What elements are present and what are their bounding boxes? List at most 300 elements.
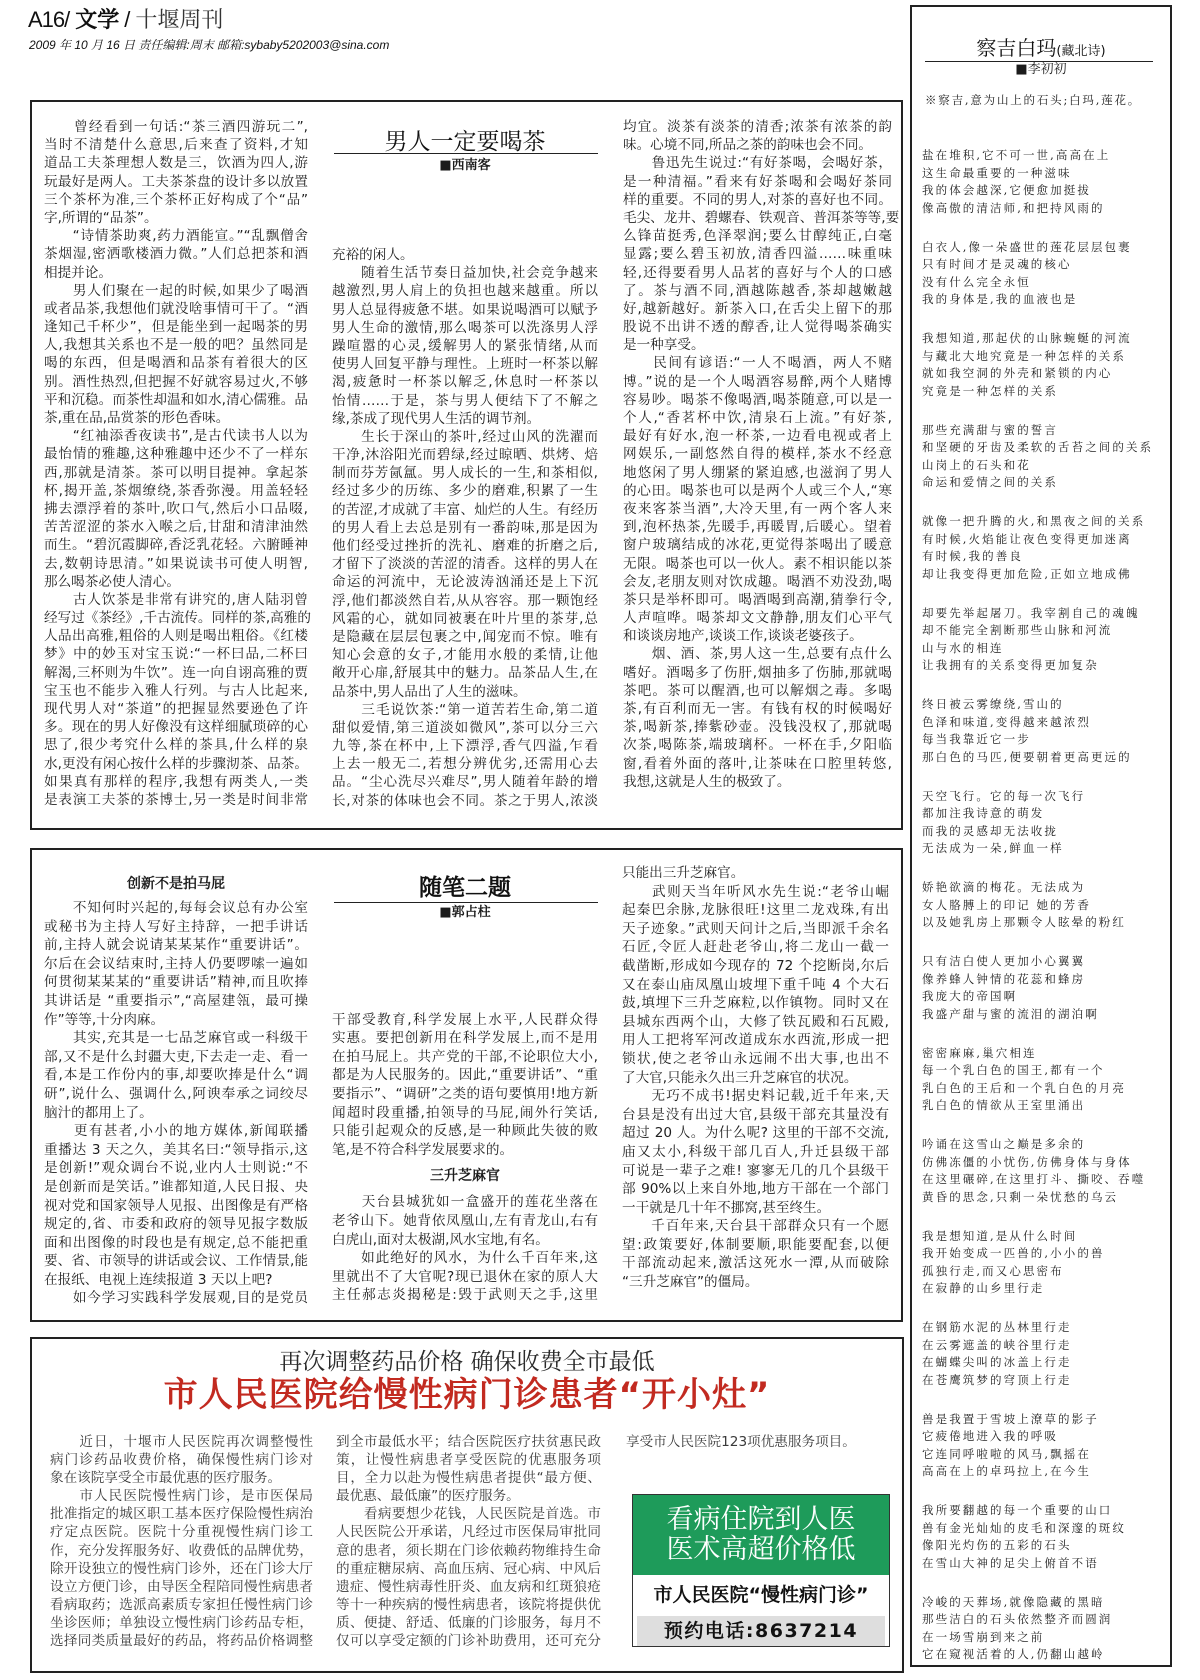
text-line: 如此绝好的风水，为什么千百年来,这 [332, 1250, 598, 1267]
text-line: 地悠闲了男人绷紧的紧迫感,也滋润了男人 [623, 464, 892, 481]
text-line: 拂去漂浮着的茶叶,吹口气,然后小口品啜, [44, 500, 308, 517]
text-line: “诗情茶助爽,药力酒能宣。”“乱飘僧舍 [44, 228, 308, 245]
text-line: 均宜。淡茶有淡茶的清香;浓茶有浓茶的韵 [623, 119, 892, 135]
text-line: 更有甚者,小小的地方媒体,新闻联播 [44, 1123, 308, 1140]
text-line: 脑汁的都用上了。 [44, 1104, 153, 1121]
text-line: 如果真有那样的程序,我想有两类人,一类 [44, 773, 308, 790]
text-line: 怡情……于是，茶与男人便结下了不解之 [332, 392, 598, 409]
text-line: 病门诊药品收费价格，确保慢性病门诊对 [50, 1452, 313, 1469]
text-line: 目，全力以赴为慢性病患者提供“最方便、 [336, 1470, 601, 1487]
text-line: 尔后在会议结束时,主持人仍要啰嗦一遍如 [44, 955, 308, 972]
poem-line: 每当我靠近它一步 [922, 732, 1031, 746]
text-line: 面和出图像的时段也是有规定,总不能把重 [44, 1234, 308, 1251]
text-line: 茶,喝新茶,捧紫砂壶。没钱没权了,那就喝 [623, 719, 892, 736]
subheading: 创新不是拍马屁 [127, 876, 225, 892]
text-line: 千百年来,天台县干部群众只有一个愿 [622, 1218, 889, 1235]
text-line: 干部受教育,科学发展上水平,人民群众得 [332, 1011, 598, 1028]
text-line: 喝的东西，但是喝酒和品茶有着很大的区 [44, 355, 308, 372]
text-line: 个人,“香茗杯中饮,清泉石上流。”有好茶, [623, 410, 892, 426]
text-line: 的男人看上去总是别有一番韵味,那是因为 [332, 519, 598, 536]
text-line: 白虎山,面对太极湖,风水宝地,有名。 [332, 1231, 549, 1248]
text-line: 如今学习实践科学发展观,目的是党员 [44, 1290, 308, 1307]
text-line: 窗,看着外面的落叶,让茶味在口腔里转悠, [623, 755, 892, 772]
text-line: 使男人回复平静与理性。上班时一杯茶以解 [332, 356, 598, 373]
poem-line: 在苍鹰筑梦的穹顶上行走 [922, 1372, 1072, 1387]
text-line: 西,那就是清茶。茶可以明目提神。拿起茶 [44, 464, 308, 481]
text-line: 天子迹象。”武则天问计之后,当即派千余名 [622, 920, 889, 937]
text-line: 渴,疲惫时一杯茶以解乏,休息时一杯茶以 [332, 374, 598, 391]
poem-line: 女人胳膊上的印记 她的芳香 [922, 897, 1091, 912]
text-line: 质、便捷、舒适、低廉的门诊服务，每月不 [336, 1614, 601, 1631]
poem-line: 像养蜂人钟情的花蕊和蜂房 [922, 971, 1086, 986]
text-line: 其讲话是 “重要指示”,“高屋建瓴，最可操 [44, 992, 308, 1009]
poem-line: 乳白色的王后和一个乳白色的月亮 [922, 1080, 1126, 1095]
text-line: 闻超时段重播,拍领导的马屁,闹外行笑话, [332, 1104, 598, 1121]
text-line: 武则天当年听风水先生说:“老爷山崛 [622, 883, 889, 900]
text-line: 仅可以享受定额的门诊补助费用，还可充分 [336, 1633, 601, 1650]
text-line: 只能出三升芝麻官。 [622, 865, 745, 881]
text-line: 茶只是举杯即可。喝酒喝到高潮,猜拳行令, [623, 591, 892, 608]
poem-line: 我开始变成一匹兽的,小小的兽 [922, 1246, 1105, 1260]
text-line: 干部流动起来,激活这死水一潭,从而破除 [622, 1255, 889, 1272]
text-line: 敞开心扉,舒展其中的魅力。品茶品人生,在 [332, 665, 598, 682]
text-line: 民间有谚语:“一人不喝酒，两人不赌 [623, 355, 892, 372]
text-line: 好,越新越好。新茶入口,在舌尖上留下的那 [623, 300, 892, 317]
poem-line: 却不能完全割断那些山脉和河流 [922, 623, 1113, 637]
text-line: 品。“尘心洗尽兴难尽”,男人随着年龄的增 [332, 774, 598, 791]
text-line: 看病要想少花钱，人民医院是首选。市 [336, 1506, 601, 1523]
article-column [622, 864, 889, 1292]
poem-line: 它连同呼啦啦的风马,飘摇在 [922, 1446, 1091, 1461]
article-column [44, 869, 308, 1308]
stanza [922, 696, 1167, 766]
text-line: 茶吧。茶可以醒酒,也可以解烟之毒。多喝 [623, 682, 892, 699]
text-line: 视对党和国家领导人见报、出图像是有严格 [44, 1197, 308, 1214]
stanza [922, 788, 1167, 858]
text-line: 除开设独立的慢性病门诊外，还在门诊大厅 [50, 1560, 313, 1577]
page-number: A16/ [28, 7, 70, 32]
subheading: 三升芝麻官 [430, 1168, 500, 1185]
promo-slogan [633, 1495, 889, 1575]
text-line: 干净,沐浴阳光而碧绿,经过晾晒、烘烤、焙 [332, 447, 598, 464]
text-line: 作”等等,十分肉麻。 [44, 1011, 165, 1028]
text-line: 长,对茶的体味也会不同。茶之于男人,浓淡 [332, 792, 598, 809]
text-line: 平和沉稳。而茶性却温和如水,清心儒雅。品 [44, 391, 308, 408]
text-line: 庙又太小,科级干部几百人,升迁县级干部 [622, 1143, 889, 1160]
poem-line: 只有洁白使人更加小心翼翼 [922, 954, 1086, 968]
poem-title [912, 35, 1170, 62]
text-line: “红袖添香夜读书”,是古代读书人以为 [44, 428, 308, 445]
text-line: 疗定点医院。医院十分重视慢性病门诊工 [50, 1524, 313, 1541]
stanza [922, 1228, 1167, 1298]
article-column [623, 118, 900, 791]
poem-line: 冷峻的天葬场,就像隐藏的黑暗 [922, 1594, 1105, 1609]
poem-line: 以及她乳房上那颗令人眩晕的粉红 [922, 915, 1126, 929]
text-line: 石匠,令匠人赶赴老爷山,将二龙山一截一 [622, 939, 889, 956]
stanza [922, 1502, 1167, 1572]
text-line: 人民医院公开承诺，凡经过市医保局审批同 [336, 1524, 601, 1541]
poem-line: 让我拥有的关系变得更加复杂 [922, 658, 1099, 672]
text-line: 用人工把将军河改道成东水西流,形成一把 [622, 1032, 889, 1049]
text-line: 笔,是不符合科学发展要求的。 [332, 1141, 514, 1158]
text-line: 无限。喝茶也可以一伙人。素不相识能以茶 [623, 555, 892, 572]
poem-line: 却让我变得更加危险,正如立地成佛 [922, 566, 1132, 581]
text-line: 遗症、慢性病毒性肝炎、血友病和红斑狼疮 [336, 1578, 601, 1595]
article-column [44, 118, 311, 809]
text-line: “三升芝麻官”的僵局。 [622, 1274, 759, 1291]
text-line: 知心会意的女子,才能用水般的柔情,让他 [332, 647, 598, 664]
text-line: 去,数朝诗思清。”如果说读书可使人明智, [44, 555, 308, 572]
text-line: 的苦涩,才成就了丰富、灿烂的人生。有经历 [332, 501, 598, 518]
title-rule [334, 902, 598, 903]
poem-line: 乳白色的情欲从王室里涌出 [922, 1098, 1086, 1112]
text-line: 象在该院享受全市最优惠的医疗服务。 [50, 1470, 282, 1487]
text-line: 或秘书为主持人写好主持辞，一把手讲话 [44, 918, 308, 935]
text-line: 男人们聚在一起的时候,如果少了喝酒 [44, 282, 308, 299]
text-line: 重播达 3 天之久，美其名曰:“领导指示,这 [44, 1141, 308, 1158]
poem-line: 我的身体是,我的血液也是 [922, 292, 1078, 306]
article-title: 随笔二题 [419, 875, 511, 901]
text-line: 网娱乐,一副悠然自得的模样,茶水不经意 [623, 446, 892, 463]
text-line: 水,更没有闲心按什么样的步骤沏茶、品茶。 [44, 755, 308, 772]
text-line: 上去一般无二,若想分辨优劣,还需用心去 [332, 756, 598, 773]
poem-line: 盐在堆积,它不可一世,高高在上 [922, 148, 1111, 162]
poem-line: 我盛产甜与蜜的流泪的湖泊啊 [922, 1006, 1099, 1021]
text-line: 茶,重在品,品赏茶的形色香味。 [44, 410, 230, 426]
text-line: 可说是一辈子之难! 寥寥无几的几个县级干 [622, 1162, 889, 1179]
poem-line: 在云雾遮盖的峡谷里行走 [922, 1337, 1072, 1352]
poem-line: 有时候,我的善良 [922, 549, 1023, 563]
text-line: 解渴,三杯则为牛饮”。连一向自诩高雅的贾 [44, 664, 308, 681]
poem-line: 像阳光灼伤的五彩的石头 [922, 1538, 1072, 1552]
poem-line: 天空飞行。它的每一次飞行 [922, 788, 1086, 803]
text-line: 玩最好是两人。工夫茶茶盘的设计多以放置 [44, 173, 308, 190]
text-line: 那么喝茶必使人清心。 [44, 573, 180, 590]
text-line: 了大官,只能永久出三升芝麻官的状况。 [622, 1069, 858, 1086]
stanza [922, 605, 1167, 675]
poem-subtitle: (藏北诗) [1056, 44, 1106, 59]
text-line: 苦苦涩涩的茶水入喉之后,甘甜和清津油然 [44, 519, 308, 536]
text-line: 味。心境不同,所品之茶的韵味也会不同。 [623, 137, 873, 154]
poem-line: 在寂静的山乡里行走 [922, 1281, 1045, 1295]
poem-line: 山岗上的石头和花 [922, 457, 1031, 472]
text-line: 意的患者，须长期在门诊依赖药物维持生命 [336, 1542, 601, 1559]
text-line: 经过多少的历练、多少的磨难,积累了一生 [332, 483, 598, 500]
text-line: 充裕的闲人。 [332, 247, 414, 263]
poem-line: 这生命最重要的一种滋味 [922, 165, 1072, 180]
masthead [28, 5, 223, 35]
text-line: 设立方便门诊，由导医全程陪同慢性病患者 [50, 1578, 313, 1595]
text-line: 人声喧哗。喝茶却文文静静,朋友们心平气 [623, 610, 892, 627]
text-line: 在报纸、电视上连续报道 3 天以上吧? [44, 1271, 273, 1288]
text-line: 甜似爱情,第三道淡如微风”,茶可以分三六 [332, 719, 598, 736]
text-line: 多。现在的男人好像没有这样细腻琐碎的心 [44, 719, 308, 736]
text-line: 人,我想其关系也不是一般的吧？虽然同是 [44, 337, 308, 354]
text-line: 超过 20 人。为什么呢? 这里的干部不交流, [622, 1125, 889, 1142]
text-line: 里就出不了大官呢?现已退休在家的原人大 [332, 1268, 598, 1285]
poem-line: 在这里碾碎,在这里打斗、撕咬、吞噬 [922, 1172, 1146, 1186]
text-line: 杯,揭开盖,茶烟缭绕,茶香弥漫。用盖轻轻 [44, 482, 308, 499]
text-line: 批准指定的城区职工基本医疗保险慢性病治 [50, 1506, 313, 1523]
poem-line: 它疲倦地进入我的呼吸 [922, 1429, 1058, 1443]
text-line: 躁喧嚣的心灵,缓解男人的紧张情绪,从而 [332, 337, 598, 354]
stanza [922, 1594, 1167, 1664]
promo-box [632, 1494, 890, 1647]
poem-line: 与藏北大地究竟是一种怎样的关系 [922, 348, 1126, 363]
text-line: 男人总显得疲惫不堪。如果说喝酒可以赋予 [332, 301, 598, 318]
text-line: 烟、酒、茶,男人这一生,总要有点什么 [623, 646, 892, 663]
text-line: 规定的,省、市委和政府的领导见报字数版 [44, 1216, 308, 1233]
ad-column [50, 1433, 313, 1650]
text-line: 相提并论。 [44, 264, 112, 281]
poem-line: 每一个乳白色的国王,都有一个 [922, 1063, 1105, 1077]
text-line: 制而芬芳氤氲。男人成长的一生,和茶相似, [332, 465, 598, 482]
text-line: 九等,茶在杯中,上下漂浮,香气四溢,乍看 [332, 738, 598, 755]
stanza [922, 879, 1167, 932]
text-line: 台县是没有出过大官,县级干部充其量没有 [622, 1106, 889, 1123]
text-line: 当时不清楚什么意思,后来查了资料,才知 [44, 137, 308, 154]
poem-line: 那些洁白的石头依然整齐而圆润 [922, 1612, 1113, 1626]
stanza [922, 513, 1167, 583]
text-line: 其实,充其是一七品芝麻官或一科级干 [44, 1030, 308, 1047]
text-line: 我想,这就是人生的极致了。 [623, 773, 791, 790]
text-line: 梦》中的妙玉对宝玉说:“一杯曰品,二杯曰 [44, 646, 308, 663]
ad-kicker: 再次调整药品价格 确保收费全市最低 [279, 1349, 655, 1375]
text-line: 天台县城犹如一盒盛开的莲花坐落在 [332, 1194, 598, 1211]
poem-line: 无法成为一朵,鲜血一样 [922, 841, 1064, 855]
text-line: 逢知己千杯少”，但是能坐到一起喝茶的男 [44, 319, 308, 336]
article-column [332, 1011, 598, 1305]
text-line: 品茶中,男人品出了人生的滋味。 [332, 683, 527, 700]
text-line: 鲁迅先生说过:“有好茶喝，会喝好茶， [623, 155, 892, 172]
text-line: 茶,有百利而无一害。有钱有权的时候喝好 [623, 701, 892, 717]
poem-line: 我庞大的帝国啊 [922, 989, 1018, 1003]
text-line: 人品出高雅,粗俗的人则是喝出粗俗。《红楼 [44, 628, 308, 645]
text-line: 显露;要么碧玉初放,清香四溢……味重味 [623, 246, 892, 263]
poem-line: 兽有金光灿灿的皮毛和深邃的斑纹 [922, 1520, 1126, 1535]
text-line: 等十一种疾病的慢性病患者，该院将提供优 [336, 1596, 601, 1613]
poem-line: 那些充满甜与蜜的誓言 [922, 422, 1058, 437]
booking-phone: 预约电话:8637214 [637, 1616, 885, 1646]
poem-line: 密密麻麻,巢穴相连 [922, 1045, 1037, 1060]
article-author: ■郭占柱 [439, 905, 491, 920]
poem-line: 它在窥视活着的人,仍翻山越岭 [922, 1647, 1105, 1661]
poem-line: 兽是我置于雪坡上潦草的影子 [922, 1411, 1099, 1426]
poem-line: 我的体会越深,它便愈加挺拔 [922, 183, 1091, 197]
stanza [922, 1411, 1167, 1481]
poem-note: ※察吉,意为山上的石头;白玛,莲花。 [925, 93, 1142, 107]
text-line: 茶烟湿,密洒歌楼酒力微。”人们总把茶和酒 [44, 246, 308, 263]
text-line: 望:政策要好,体制要顺,职能要配套,以便 [622, 1236, 889, 1253]
text-line: 是创新!”观众调台不说,业内人士则说:“不 [44, 1160, 308, 1177]
text-line: 作，充分发挥服务好、收费低的品牌优势， [50, 1542, 313, 1559]
text-line: 市人民医院慢性病门诊，是市医保局 [50, 1488, 313, 1505]
ad-column [336, 1433, 601, 1650]
masthead-separator: / [124, 7, 131, 32]
stanza [922, 422, 1167, 492]
text-line: 到全市最低水平；结合医院医疗扶贫惠民政 [336, 1434, 601, 1450]
poem-line: 究竟是一种怎样的关系 [922, 383, 1058, 398]
text-line: 起秦巴余脉,龙脉很旺!这里二龙戏珠,有出 [622, 902, 889, 919]
hospital-advertisement [30, 1337, 904, 1673]
text-line: 最怡情的雅趣,这种雅趣中还少不了一样东 [44, 446, 308, 463]
text-line: 生长于深山的茶叶,经过山风的洗濯而 [332, 428, 598, 445]
text-line: 研”,说什么、强调什么,阿谀奉承之词绞尽 [44, 1085, 308, 1102]
text-line: 股说不出讲不透的醇香,让人觉得喝茶确实 [623, 319, 892, 336]
poem-line: 而我的灵感却无法收拢 [922, 823, 1058, 838]
stanza [922, 239, 1167, 309]
text-line: 三个茶杯为准,三个茶杯正好构成了个“品” [44, 191, 308, 208]
slogan-line: 医术高超价格低 [666, 1534, 856, 1565]
text-line: 缘,茶成了现代男人生活的调节剂。 [332, 410, 541, 427]
text-line: 实惠。要把创新用在科学发展上,而不是用 [332, 1030, 598, 1047]
article-tea [30, 100, 903, 830]
text-line: 会友,老朋友则对饮成趣。喝酒不劝没劲,喝 [623, 573, 892, 590]
poem-line: 我所要翻越的每一个重要的山口 [922, 1503, 1113, 1517]
poem-line: 都加注我诗意的萌发 [922, 806, 1045, 820]
text-line: 是隐藏在层层包裹之中,闻宠而不惊。唯有 [332, 628, 598, 645]
text-line: 何贯彻某某某的“重要讲话”精神,而且吹捧 [44, 974, 308, 991]
text-line: 而生。“碧沉霞脚碎,香泛乳花轻。六腑睡神 [44, 537, 308, 554]
poem-line: 仿佛冻僵的小忧伤,仿佛身体与身体 [922, 1154, 1132, 1169]
text-line: 样的重要。不同的男人,对茶的喜好也不同。 [623, 191, 892, 208]
text-line: 是创新而是笑话。”谁都知道,人民日报、央 [44, 1178, 308, 1195]
text-line: 嗜好。酒喝多了伤肝,烟抽多了伤肺,那就喝 [623, 664, 892, 681]
text-line: 最优惠、最低廉”的医疗服务。 [336, 1488, 520, 1505]
article-essays [30, 848, 903, 1322]
text-line: 和谈谈房地产,谈谈工作,谈谈老婆孩子。 [623, 628, 863, 645]
text-line: 要、省、市领导的讲话或会议、工作情景,能 [44, 1253, 308, 1270]
stanza [922, 953, 1167, 1023]
text-line: 轻,还得要看男人品茗的喜好与个人的口感 [623, 264, 892, 281]
text-line: 不知何时兴起的,每每会议总有办公室 [44, 900, 308, 916]
poem-line: 却要先举起屠刀。我宰割自己的魂魄 [922, 605, 1140, 620]
text-line: 宝玉也不能步入雅人行列。与古人比起来, [44, 682, 308, 699]
poem-line: 在蝴蝶尖叫的冰盖上行走 [922, 1355, 1072, 1369]
stanza [922, 1045, 1167, 1115]
text-line: 最好有好水,泡一杯茶,一边看电视或者上 [623, 428, 892, 445]
text-line: 别。酒性热烈,但把握不好就容易过火,不够 [44, 373, 308, 390]
text-line: 看,本是工作份内的事,却要吹捧是什么“调 [44, 1067, 308, 1084]
poem-title-main: 察吉白玛 [976, 36, 1057, 60]
text-line: 都是为人民服务的。因此,“重要讲话”、“重 [332, 1067, 598, 1084]
text-line: 次茶,喝陈茶,端玻璃杯。一杯在手,夕阳临 [623, 737, 892, 754]
text-line: 么锋苗挺秀,色泽翠润;要么甘醇纯正,白毫 [623, 228, 892, 245]
text-line: 鼓,填埋下三升芝麻粒,以作镇物。同时又在 [622, 995, 889, 1012]
text-line: 容易吵。喝茶不像喝酒,喝茶随意,可以是一 [623, 391, 892, 408]
ad-headline: 市人民医院给慢性病门诊患者“开小灶” [163, 1375, 771, 1415]
text-line: 命运的河流中，无论波涛汹涌还是上下沉 [332, 574, 598, 591]
text-line: 毛尖、龙井、碧螺春、铁观音、普洱茶等等,要 [623, 209, 900, 226]
text-line: 字,所谓的“品茶”。 [44, 209, 158, 226]
poem-line: 高高在上的卓玛拉上,在今生 [922, 1464, 1091, 1478]
text-line: 到,泡杯热茶,先暖手,再暖胃,后暖心。望着 [623, 519, 892, 536]
title-rule [334, 153, 598, 154]
text-line: 享受市人民医院123项优惠服务项目。 [626, 1434, 856, 1450]
text-line: 一干就是几十年不挪窝,甚至终生。 [622, 1199, 831, 1216]
poem-line: 我是想知道,是从什么时间 [922, 1228, 1078, 1243]
poem-panel [910, 5, 1172, 1667]
poem-line: 和坚硬的牙齿及柔软的舌苔之间的关系 [922, 440, 1154, 454]
text-line: 或者品茶,我想他们就没啥事情可干了。“酒 [44, 300, 308, 317]
text-line: 道品工夫茶理想人数是三，饮酒为四人,游 [44, 155, 308, 172]
text-line: 了。茶与酒不同,酒越陈越香,茶却越嫩越 [623, 282, 892, 299]
text-line: 又在泰山庙凤凰山坡埋下重千吨 4 个大石 [622, 976, 889, 993]
text-line: 是表演工夫茶的茶博士,另一类是时间非常 [44, 791, 308, 808]
poem-line: 吟诵在这雪山之巅是多余的 [922, 1137, 1086, 1151]
text-line: 三毛说饮茶:“第一道苦若生命,第二道 [332, 701, 598, 718]
clinic-name: 市人民医院“慢性病门诊” [653, 1584, 869, 1606]
stanza [922, 147, 1167, 217]
poem-line: 就如我空洞的外壳和紧锁的内心 [922, 366, 1113, 380]
text-line: 他们经受过挫折的洗礼、磨难的折磨之后, [332, 538, 598, 554]
text-line: 曾经看到一句话:“茶三酒四游玩二”, [44, 119, 308, 135]
article-column [332, 246, 598, 810]
text-line: 是一种清福。”看来有好茶喝和会喝好茶同 [623, 173, 892, 190]
text-line: 现代男人对“茶道”的把握显然要逊色了许 [44, 701, 308, 717]
text-line: 随着生活节奏日益加快,社会竞争越来 [332, 265, 598, 282]
text-line: 近日，十堰市人民医院再次调整慢性 [50, 1434, 313, 1450]
poem-line: 色泽和味道,变得越来越浓烈 [922, 714, 1091, 729]
stanza [922, 330, 1167, 400]
text-line: 老爷山下。她背依凤凰山,左有青龙山,右有 [332, 1213, 598, 1230]
poem-line: 终日被云雾缭绕,雪山的 [922, 697, 1064, 711]
section-name: 文学 [75, 7, 120, 32]
poem-line: 山与水的相连 [922, 640, 1004, 655]
slogan-line: 看病住院到人医 [666, 1504, 856, 1535]
text-line: 古人饮茶是非常有讲究的,唐人陆羽曾 [44, 591, 308, 608]
text-line: 无巧不成书!据史料记载,近千年来,天 [622, 1088, 889, 1105]
text-line: 策，让慢性病患者享受医院的优惠服务项 [336, 1452, 601, 1469]
poem-line: 我想知道,那起伏的山脉蜿蜒的河流 [922, 331, 1132, 345]
text-line: 坐诊医师；单独设立慢性病门诊药品专柜， [50, 1614, 313, 1631]
text-line: 截凿断,形成如今现存的 72 个挖断岗,尔后 [622, 957, 889, 974]
publication-name: 十堰周刊 [135, 7, 224, 32]
text-line: 夜来客茶当酒”,大冷天里,有一两个客人来 [623, 500, 892, 517]
text-line: 选择同类质量最好的药品，将药品价格调整 [50, 1633, 313, 1650]
poem-line: 没有什么完全永恒 [922, 274, 1031, 289]
poem-line: 只有时间才是灵魂的核心 [922, 257, 1072, 271]
poem-line: 娇艳欲滴的梅花。无法成为 [922, 880, 1086, 894]
text-line: 博。”说的是一个人喝酒容易醉,两个人赌博 [623, 373, 892, 390]
poem-line: 黄昏的思念,只剩一朵忧愁的乌云 [922, 1189, 1119, 1204]
text-line: 锁状,使之老爷山永远闹不出大事,也出不 [622, 1050, 889, 1067]
text-line: 是一种享受。 [623, 337, 705, 354]
poem-line: 白衣人,像一朵盛世的莲花层层包裹 [922, 239, 1132, 254]
text-line: 经写过《茶经》,千古流传。同样的茶,高雅的 [44, 610, 311, 627]
text-line: 窗户玻璃结成的冰花,更觉得茶喝出了暖意 [623, 537, 892, 554]
poem-line: 有时候,火焰能让夜色变得更加迷离 [922, 531, 1132, 546]
poem-body [922, 147, 1167, 1680]
text-line: 只能引起观众的反感,是一种顾此失彼的败 [332, 1123, 598, 1140]
poem-line: 那白色的马匹,便要朝着更高更远的 [922, 749, 1132, 764]
article-author: ■西南客 [439, 158, 491, 173]
text-line: 看病取药；选派高素质专家担任慢性病门诊 [50, 1596, 313, 1613]
text-line: 思了,很少考究什么样的茶具,什么样的泉 [44, 737, 308, 754]
text-line: 越激烈,男人肩上的负担也越来越重。所以 [332, 283, 598, 300]
poem-line: 在一场雪崩到来之前 [922, 1629, 1045, 1644]
text-line: 才留下了淡淡的苦涩的清香。这样的男人在 [332, 556, 598, 573]
text-line: 浮,他们都淡然自若,从从容容。那一颗饱经 [332, 592, 598, 609]
text-line: 部 90%以上来自外地,地方干部在一个部门 [622, 1181, 889, 1198]
article-title: 男人一定要喝茶 [384, 129, 546, 155]
text-line: 前,主持人就会说请某某某作“重要讲话”。 [44, 937, 308, 954]
stanza [922, 1319, 1167, 1389]
poem-author: ■李初初 [1015, 62, 1067, 77]
poem-line: 像高傲的清洁师,和把持风雨的 [922, 200, 1105, 215]
poem-line: 在钢筋水泥的丛林里行走 [922, 1320, 1072, 1334]
text-line: 在拍马屁上。共产党的干部,不论职位大小, [332, 1048, 598, 1065]
